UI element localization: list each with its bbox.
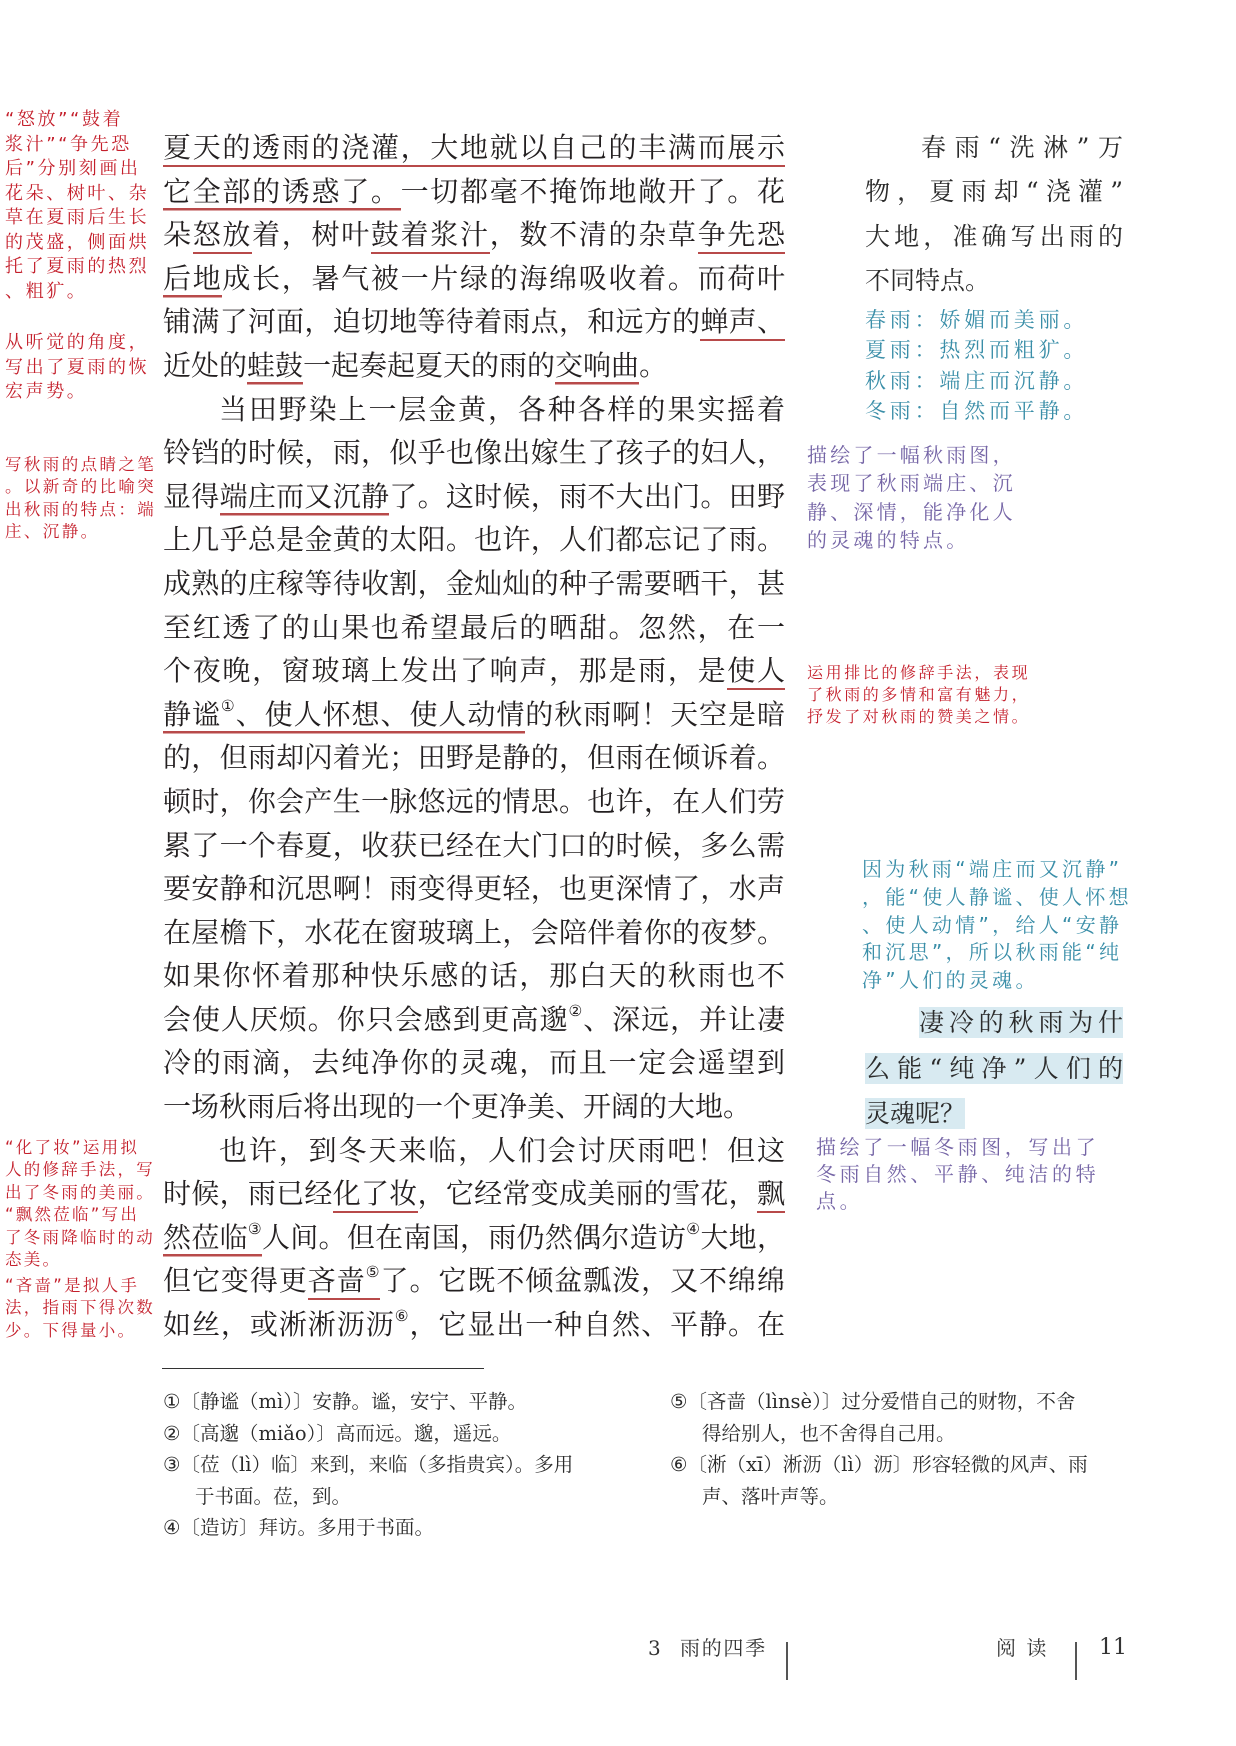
footnote-text: 〔高邈（miǎo）〕高而远。邈，遥远。 [180,1421,512,1445]
note-line: ，能“使人静谧、使人怀想 [862,884,1132,909]
note-line: 了冬雨降临时的动 [5,1227,155,1247]
note-line: “化了妆”运用拟 [5,1138,140,1157]
text-line [163,606,785,650]
text-segment: 个夜晚，窗玻璃上发出了响声，那是雨，是 [163,654,728,688]
footnote-5 [670,1386,1088,1449]
text-segment: 端庄而又沉静 [220,480,390,516]
text-segment [163,1003,583,1036]
segment-text: 会使人厌烦。你只会感到更高邈 [163,1002,569,1036]
note-line: 态美。 [5,1250,62,1270]
text-line [163,257,785,301]
note-line: 和沉思”，所以秋雨能“纯 [862,940,1123,965]
text-segment: 时候，雨已经 [163,1177,333,1211]
text-segment: 交响曲 [555,349,639,385]
text-segment: 累了一个春夏，收获已经在大门口的时候，多么需 [163,828,785,862]
note-line: 宏声势。 [5,381,88,402]
text-line [163,562,785,606]
footnote-6 [670,1449,1088,1512]
text-segment: 也许，到冬天来临，人们会讨厌雨吧！但这 [219,1133,785,1167]
footnote-marker: ⑥ [394,1306,410,1325]
segment-text: 然莅临 [163,1220,248,1254]
parallelism-note [807,662,1030,729]
text-segment: 铃铛的时候，雨，似乎也像出嫁生了孩子的妇人， [163,436,785,470]
rain-traits-note [865,305,1088,427]
footnote-marker: ⑤ [365,1263,381,1282]
margin-note-summer-plants [5,108,149,304]
text-line [163,431,785,475]
text-segment: 一切都毫不掩饰地敞开了。花 [400,174,785,208]
footnote-line: 于书面。莅，到。 [195,1484,352,1508]
note-line: 抒发了对秋雨的赞美之情。 [807,707,1031,727]
note-line: 花朵、树叶、杂 [5,182,150,204]
question-highlight: 么能“纯净”人们的 [865,1053,1123,1083]
text-line [163,388,785,432]
footnotes-left-column [163,1386,573,1544]
text-line [163,736,785,780]
text-segment: 的秋雨啊！天空是暗 [525,697,785,731]
text-line [163,1172,785,1216]
note-line: 描绘了一幅秋雨图， [807,443,1016,467]
footnote-line [163,1449,573,1481]
footnote-number: ③ [163,1453,181,1476]
main-text [163,126,785,1347]
question-line [865,1000,1123,1046]
footnote-line [163,1418,573,1450]
text-line [163,1259,785,1303]
text-segment: ，它经常变成美丽的雪花， [417,1177,757,1211]
unit-label: 阅 读 [996,1636,1049,1660]
note-line: 出秋雨的特点：端 [5,499,157,519]
footer-divider [786,1642,788,1680]
text-line [163,300,785,344]
text-line [163,475,785,519]
note-line: “飘然莅临”写出 [5,1205,140,1225]
text-line [163,1129,785,1173]
margin-note-autumn-simile [5,454,156,543]
text-segment: 上几乎总是金黄的太阳。也许，人们都忘记了雨。 [163,523,785,557]
text-line [163,954,785,998]
text-segment: 至红透了的山果也希望最后的晒甜。忽然，在一 [163,610,785,644]
text-segment: 成长，暑气被一片绿的海绵吸收着。而荷叶 [222,261,785,295]
text-line [163,998,785,1042]
text-segment: 鼓着浆汁 [371,218,490,254]
text-segment: 的，但雨却闪着光；田野是静的，但雨在倾诉着。 [163,741,785,775]
text-line [163,126,785,170]
text-line [163,693,785,737]
footnote-number: ⑥ [670,1453,688,1476]
margin-note-summer-sound [5,331,149,405]
note-line: 表现了秋雨端庄、沉 [807,471,1016,496]
text-segment: 了。它既不倾盆瓢泼，又不绵绵 [380,1264,785,1298]
text-segment [262,1221,700,1254]
note-line: 后”分别刻画出 [5,158,141,179]
text-line [163,911,785,955]
note-line: 秋雨：端庄而沉静。 [865,368,1089,393]
text-line [163,213,785,257]
margin-note-stingy-rain [5,1275,155,1342]
note-line: 草在夏雨后生长 [5,207,150,228]
text-segment: 争先恐 [698,218,785,254]
note-line: 的茂盛，侧面烘 [5,231,150,253]
text-line [163,518,785,562]
note-line: 大地，准确写出雨的 [865,221,1123,251]
text-segment: 当田野染上一层金黄，各种各样的果实摇着 [219,392,785,426]
text-segment: 但它变得更 [163,1264,308,1298]
footnote-text: 〔静谧（mì）〕安静。谧，安宁、平静。 [180,1390,527,1413]
text-segment: 在屋檐下，水花在窗玻璃上，会陪伴着你的夜梦。 [163,915,785,949]
note-line: 。以新奇的比喻突 [5,477,157,497]
note-line: “怒放”“鼓着 [5,109,124,130]
text-segment: 它全部的诱惑了。 [163,175,401,211]
footnote-line [163,1386,573,1418]
note-line: 春雨“洗淋”万 [921,133,1123,162]
note-line: 法，指雨下得次数 [5,1298,155,1318]
question-highlight: 凄冷的秋雨为什 [919,1008,1123,1037]
footnote-line: 声、落叶声等。 [702,1484,839,1508]
text-segment: 化了妆 [333,1177,418,1213]
note-line: 描绘了一幅冬雨图，写出了 [816,1135,1100,1159]
answer-note [862,856,1132,995]
text-segment: 后地 [163,262,222,298]
footnote-3 [163,1449,573,1512]
note-line: 点。 [816,1189,864,1213]
note-line: 的灵魂的特点。 [807,528,970,553]
text-segment: 了。这时候，雨不大出门。田野 [389,479,785,513]
note-line: “吝啬”是拟人手 [5,1276,140,1295]
text-segment: 大地， [700,1220,785,1254]
text-line [163,780,785,824]
text-segment: 朵 [163,218,193,252]
footnote-text: 〔淅（xī）淅沥（lì）沥〕形容轻微的风声、雨 [687,1453,1088,1476]
footnote-line [670,1449,1088,1481]
text-segment: 顿时，你会产生一脉悠远的情思。也许，在人们劳 [163,784,785,818]
text-segment: 、使人怀想、使人动情 [236,698,526,734]
question-highlight: 灵魂呢？ [865,1099,966,1128]
footnote-marker: ③ [247,1219,262,1238]
footnote-4 [163,1512,573,1544]
question-line [865,1091,1123,1137]
note-line: 写出了夏雨的恢 [5,356,150,378]
footnote-text: 〔造访〕拜访。多用于书面。 [180,1516,434,1539]
text-segment: 一起奏起夏天的雨的 [303,348,556,382]
text-segment [163,1308,409,1341]
text-segment [163,698,236,734]
text-segment: ，它显出一种自然、平静。在 [409,1308,785,1342]
footnote-divider [162,1368,484,1369]
text-segment [308,1264,381,1300]
text-segment [163,1221,262,1257]
segment-text: 静谧 [163,697,221,731]
text-segment: 着，树叶 [252,218,371,252]
note-line: 不同特点。 [865,265,991,295]
footnote-number: ① [163,1390,181,1413]
footnote-1 [163,1386,573,1418]
note-line: 静、深情，能净化人 [807,499,1016,524]
segment-text: 人间。但在南国，雨仍然偶尔造访 [261,1220,687,1254]
text-segment: 怒放 [193,218,252,254]
winter-picture-note [816,1134,1099,1215]
question-line [865,1046,1123,1092]
text-line [163,170,785,214]
lesson-title: 雨的四季 [680,1636,767,1660]
footnote-line [163,1512,573,1544]
footnote-number: ④ [163,1516,181,1539]
textbook-side-note [865,126,1123,303]
note-line: 写秋雨的点睛之笔 [5,455,157,474]
text-segment: 蛙鼓 [247,349,303,385]
note-line: 夏雨：热烈而粗犷。 [865,338,1089,363]
note-line: 冬雨自然、平静、纯洁的特 [816,1162,1100,1186]
text-line [163,1041,785,1085]
segment-text: 吝啬 [307,1264,366,1298]
text-segment: 夏天的透雨的浇灌，大地就以自己的丰满而展示 [163,131,785,167]
text-segment: 、深远，并让凄 [583,1002,785,1036]
text-line [163,867,785,911]
note-line: 出了冬雨的美丽。 [5,1182,155,1202]
note-line: 人的修辞手法，写 [5,1160,155,1180]
text-segment: 飘 [757,1177,785,1213]
footnote-number: ② [163,1421,181,1445]
autumn-picture-note [807,441,1016,555]
text-segment: 蝉声、 [700,305,785,341]
footnote-number: ⑤ [670,1390,688,1413]
note-line: 从听觉的角度， [5,332,150,353]
text-line [163,649,785,693]
note-line: 春雨：娇媚而美丽。 [865,308,1089,332]
text-segment: 要安静和沉思啊！雨变得更轻，也更深情了，水声 [163,872,785,906]
note-line: 少。下得量小。 [5,1320,137,1340]
note-line: 庄、沉静。 [5,521,100,541]
note-line: 物，夏雨却“浇灌” [865,177,1123,207]
segment-text: 如丝，或淅淅沥沥 [163,1308,395,1342]
text-segment: 成熟的庄稼等待收割，金灿灿的种子需要晒干，甚 [163,566,785,600]
text-line [163,1216,785,1260]
study-question [865,1000,1123,1137]
text-segment: ，数不清的杂草 [489,218,698,252]
text-segment: 显得 [163,479,220,513]
note-line: 冬雨：自然而平静。 [865,399,1089,424]
text-segment: 如果你怀着那种快乐感的话，那白天的秋雨也不 [163,959,785,993]
footnote-line [670,1386,1088,1418]
note-line: 浆汁”“争先恐 [5,133,132,155]
note-line: 运用排比的修辞手法，表现 [807,663,1031,682]
note-line: 因为秋雨“端庄而又沉静” [862,857,1123,881]
page-number: 11 [1099,1635,1127,1660]
note-line: 、使人动情”，给人“安静 [862,912,1123,937]
text-segment: 。 [639,348,668,382]
text-segment: 冷的雨滴，去纯净你的灵魂，而且一定会遥望到 [163,1046,785,1080]
footer-divider [1075,1642,1077,1680]
footnote-text: 〔莅（lì）临〕来到，来临（多指贵宾）。多用 [180,1453,574,1476]
text-segment: 一场秋雨后将出现的一个更净美、开阔的大地。 [163,1090,752,1124]
footnote-marker: ① [220,696,236,715]
footnote-text: 〔吝啬（lìnsè）〕过分爱惜自己的财物，不舍 [687,1390,1076,1413]
text-segment: 近处的 [163,348,248,382]
note-line: 托了夏雨的热烈 [5,256,150,277]
text-line [163,1303,785,1347]
footnotes-right-column [670,1386,1088,1512]
note-line: 净”人们的灵魂。 [862,968,1039,993]
footnote-line: 得给别人，也不舍得自己用。 [702,1421,956,1445]
text-segment: 铺满了河面，迫切地等待着雨点，和远方的 [163,305,701,339]
lesson-number: 3 [648,1636,661,1660]
note-line: 、粗犷。 [5,280,88,302]
text-line [163,824,785,868]
footnote-2 [163,1418,573,1450]
text-segment: 使人 [727,654,785,690]
footnote-marker: ④ [686,1219,701,1238]
note-line: 了秋雨的多情和富有魅力， [807,685,1031,705]
text-line [163,344,785,388]
footnote-marker: ② [568,1001,584,1020]
text-line [163,1085,785,1129]
margin-note-winter-personification [5,1137,155,1271]
